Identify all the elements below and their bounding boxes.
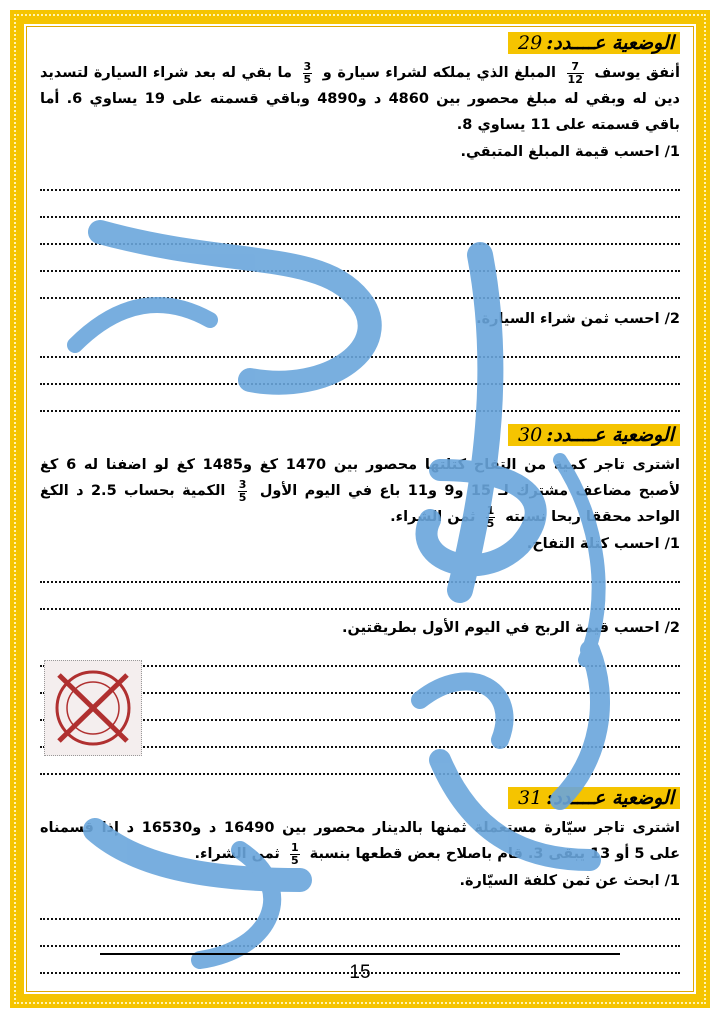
question-1: 1/ احسب قيمة المبلغ المتبقي. bbox=[460, 144, 680, 160]
text-span: 6 كغ لأصبح مضاعف مشترك لـ 15 و9 و11 باع في اليوم الأول bbox=[40, 457, 680, 499]
denominator: 5 bbox=[238, 490, 247, 504]
section-title bbox=[508, 424, 680, 446]
text-span: ثمن الشراء. bbox=[194, 846, 280, 862]
title-number: 29 bbox=[518, 32, 543, 54]
answer-line[interactable] bbox=[40, 385, 680, 412]
text-span: أنفق يوسف bbox=[594, 65, 680, 81]
section-29-header bbox=[40, 32, 680, 58]
fraction bbox=[290, 842, 300, 867]
title-dash: ــــدد: bbox=[546, 787, 594, 809]
page-content bbox=[40, 32, 680, 974]
numerator: 1 bbox=[486, 503, 495, 517]
title-number: 30 bbox=[518, 424, 543, 446]
fraction bbox=[238, 479, 248, 504]
answer-line[interactable] bbox=[40, 358, 680, 385]
answer-line[interactable] bbox=[40, 245, 680, 272]
question-1: 1/ احسب كتلة التفاح. bbox=[526, 536, 680, 552]
answer-line[interactable] bbox=[40, 164, 680, 191]
answer-line[interactable] bbox=[40, 556, 680, 583]
footer-rule bbox=[100, 953, 620, 955]
title-word: الوضعية ع bbox=[593, 787, 674, 809]
title-number: 31 bbox=[518, 787, 543, 809]
title-dash: ــــدد: bbox=[546, 32, 594, 54]
answer-line[interactable] bbox=[40, 218, 680, 245]
problem-text bbox=[40, 452, 680, 530]
text-span: المبلغ الذي يملكه لشراء سيارة و bbox=[322, 65, 556, 81]
numerator: 3 bbox=[238, 477, 247, 491]
text-span: اشترى تاجر كمية من التفاح كتلتها محصور بين 1470 كغ و1485 كغ لو اضفنا له bbox=[83, 457, 680, 473]
numerator: 7 bbox=[567, 61, 584, 74]
text-span: ثمن الشراء. bbox=[390, 509, 476, 525]
answer-line[interactable] bbox=[40, 331, 680, 358]
text-span: 2.5 د الكغ الواحد محققا ربحا نسبته bbox=[40, 483, 680, 525]
problem-text bbox=[40, 60, 680, 138]
denominator: 5 bbox=[486, 516, 495, 530]
stamp-image bbox=[44, 660, 142, 756]
text-span: الكمية بحساب bbox=[124, 483, 226, 499]
text-span: اشترى تاجر سيّارة مستعملة ثمنها بالدينار محصور بين 16490 د و16530 د إذا قسمناه على 5 أو 13 يبقى 3. قام باصلاح بعض قطعها بنسبة bbox=[40, 820, 680, 862]
fraction bbox=[567, 61, 584, 86]
problem-text bbox=[40, 815, 680, 867]
answer-line[interactable] bbox=[40, 893, 680, 920]
section-title bbox=[508, 32, 680, 54]
section-title bbox=[508, 787, 680, 809]
numerator: 3 bbox=[303, 59, 312, 73]
answer-line[interactable] bbox=[40, 920, 680, 947]
page-number: 15 bbox=[349, 962, 371, 983]
answer-line[interactable] bbox=[40, 583, 680, 610]
title-word: الوضعية ع bbox=[593, 32, 674, 54]
answer-line[interactable] bbox=[40, 272, 680, 299]
section-31-header bbox=[40, 787, 680, 813]
title-word: الوضعية ع bbox=[593, 424, 674, 446]
question-2: 2/ احسب ثمن شراء السيارة. bbox=[476, 311, 680, 327]
denominator: 5 bbox=[303, 72, 312, 86]
numerator: 1 bbox=[290, 840, 299, 854]
question-2: 2/ احسب قيمة الربح في اليوم الأول بطريقتين. bbox=[342, 620, 680, 636]
answer-line[interactable] bbox=[40, 191, 680, 218]
section-30-header bbox=[40, 424, 680, 450]
question-1: 1/ ابحث عن ثمن كلفة السيّارة. bbox=[459, 873, 680, 889]
denominator: 5 bbox=[290, 853, 299, 867]
title-dash: ــــدد: bbox=[546, 424, 594, 446]
text-span: ما بقي له بعد شراء السيارة لتسديد دين له وبقي له مبلغ محصور بين 4860 د و4890 وباقي قسمته على 19 يساوي 6. أما باقي قسمته على 11 يساوي 8. bbox=[40, 65, 681, 133]
fraction bbox=[303, 61, 313, 86]
fraction bbox=[486, 505, 496, 530]
denominator: 12 bbox=[567, 72, 583, 86]
